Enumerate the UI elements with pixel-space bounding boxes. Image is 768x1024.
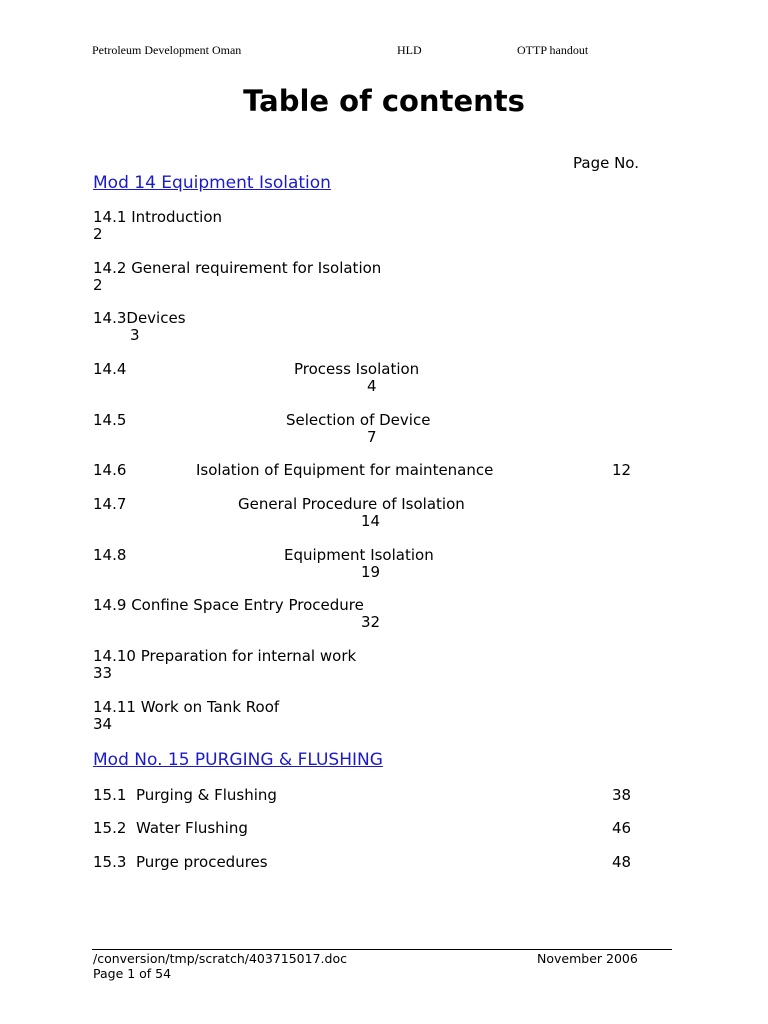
toc-entry-page: 33 (93, 664, 113, 682)
toc-entry-number: 14.5 (93, 411, 127, 429)
toc-entry-label: Preparation for internal work (140, 647, 357, 665)
toc-entry-label: Work on Tank Roof (140, 698, 280, 716)
footer-page: Page 1 of 54 (93, 966, 172, 981)
toc-entry-label: Equipment Isolation (284, 546, 434, 564)
mod14-heading[interactable]: Mod 14 Equipment Isolation (93, 173, 331, 193)
toc-entry-number: 14.2 (93, 259, 127, 277)
footer-date: November 2006 (537, 951, 638, 966)
toc-entry-page: 38 (612, 786, 632, 804)
toc-entry-15-1 (93, 787, 277, 804)
toc-entry-page: 3 (130, 326, 140, 344)
header-org: Petroleum Development Oman (92, 43, 242, 57)
toc-entry-number: 14.6 (93, 461, 127, 479)
toc-entry-label: General requirement for Isolation (131, 259, 382, 277)
toc-entry-15-2 (93, 820, 248, 837)
toc-entry-page: 2 (93, 276, 103, 294)
toc-entry-label: Introduction (131, 208, 223, 226)
toc-entry-number: 15.3 (93, 853, 127, 871)
toc-entry-number: 14.8 (93, 546, 127, 564)
toc-entry-number: 14.10 (93, 647, 136, 665)
toc-entry-number: 14.3 (93, 309, 127, 327)
toc-entry-number: 14.4 (93, 360, 127, 378)
header-doc: OTTP handout (517, 43, 589, 57)
toc-entry-label: Confine Space Entry Procedure (131, 596, 364, 614)
toc-entry-page: 14 (361, 512, 381, 530)
toc-entry-number: 14.11 (93, 698, 136, 716)
toc-entry-14-9 (93, 597, 364, 614)
toc-entry-page: 19 (361, 563, 381, 581)
toc-entry-page: 48 (612, 853, 632, 871)
mod15-heading[interactable]: Mod No. 15 PURGING & FLUSHING (93, 750, 383, 770)
toc-entry-page: 34 (93, 715, 113, 733)
toc-entry-page: 32 (361, 613, 381, 631)
toc-entry-14-1 (93, 209, 222, 226)
toc-entry-14-3 (93, 310, 186, 327)
toc-entry-page: 4 (367, 377, 377, 395)
toc-entry-page: 7 (367, 428, 377, 446)
toc-entry-number: 15.2 (93, 819, 127, 837)
toc-entry-label: Process Isolation (294, 360, 420, 378)
toc-entry-page: 46 (612, 819, 632, 837)
footer-rule (92, 949, 672, 950)
toc-entry-number: 14.7 (93, 495, 127, 513)
header-code: HLD (397, 43, 422, 57)
toc-entry-15-3 (93, 854, 268, 871)
toc-entry-label: General Procedure of Isolation (238, 495, 465, 513)
toc-entry-label: Water Flushing (135, 819, 248, 837)
toc-entry-number: 14.1 (93, 208, 127, 226)
toc-entry-label: Devices (126, 309, 186, 327)
toc-entry-number: 15.1 (93, 786, 127, 804)
page-no-label: Page No. (573, 154, 639, 172)
toc-entry-label: Isolation of Equipment for maintenance (196, 461, 494, 479)
footer-path: /conversion/tmp/scratch/403715017.doc (93, 951, 347, 966)
toc-entry-14-11 (93, 699, 279, 716)
toc-entry-label: Purging & Flushing (135, 786, 277, 804)
toc-entry-page: 12 (612, 461, 632, 479)
toc-entry-14-10 (93, 648, 356, 665)
page-title: Table of contents (243, 84, 525, 118)
toc-entry-page: 2 (93, 225, 103, 243)
toc-entry-label: Purge procedures (135, 853, 268, 871)
toc-entry-label: Selection of Device (286, 411, 431, 429)
toc-entry-14-2 (93, 260, 381, 277)
toc-entry-number: 14.9 (93, 596, 127, 614)
